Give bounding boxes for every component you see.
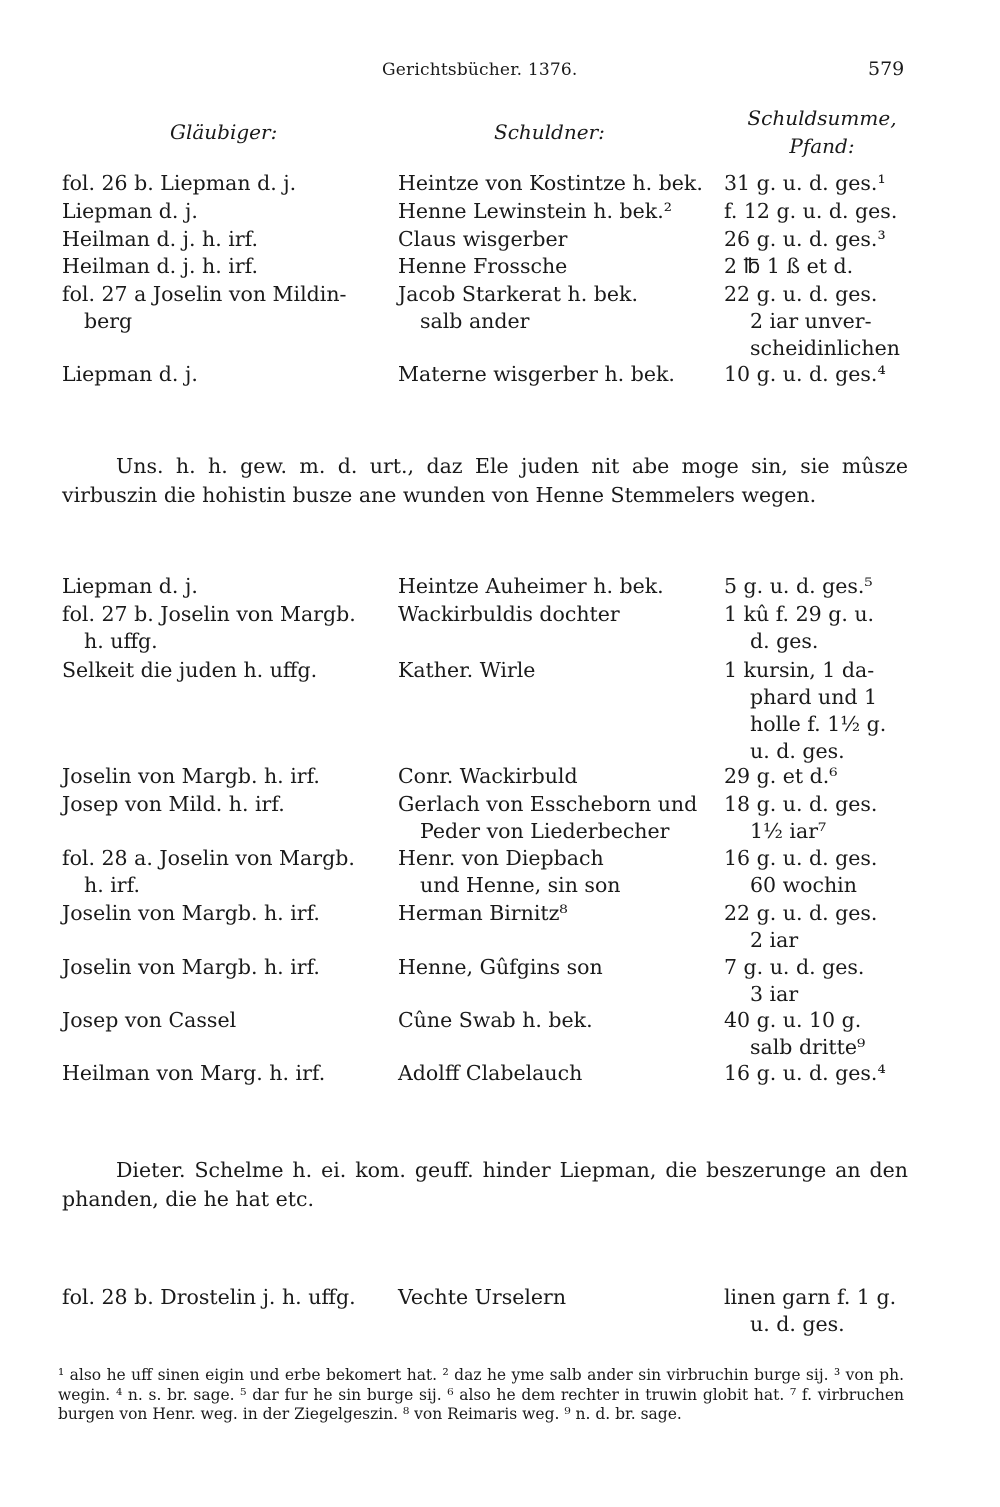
amount-line: 29 g. et d.⁶ (724, 764, 838, 788)
debtor-line: Gerlach von Esscheborn und (398, 792, 698, 816)
creditor-line: fol. 27 b. Joselin von Margb. (62, 602, 356, 626)
debtor-cell (398, 763, 714, 790)
debtor-cell (398, 170, 714, 197)
amount-line: 22 g. u. d. ges. (724, 282, 878, 306)
amount-line: 5 g. u. d. ges.⁵ (724, 574, 873, 598)
creditor-cell (62, 601, 388, 655)
debtor-cell (398, 601, 714, 628)
debtor-line: Henne, Gûfgins son (398, 955, 603, 979)
amount-line: 7 g. u. d. ges. (724, 955, 865, 979)
debtor-line: Henr. von Diepbach (398, 846, 604, 870)
debtor-cell (398, 845, 714, 899)
creditor-line: h. uffg. (84, 629, 158, 653)
amount-line: 10 g. u. d. ges.⁴ (724, 362, 886, 386)
amount-cell (724, 361, 912, 388)
amount-line: holle f. 1½ g. (750, 712, 887, 736)
creditor-cell (62, 845, 388, 899)
creditor-line: fol. 26 b. Liepman d. j. (62, 171, 297, 195)
creditor-cell (62, 763, 388, 790)
creditor-cell (62, 573, 388, 600)
amount-cell (724, 845, 912, 899)
column-header-creditor: Gläubiger: (170, 120, 278, 144)
debtor-cell (398, 573, 714, 600)
creditor-line: fol. 27 a Joselin von Mildin- (62, 282, 347, 306)
debtor-line: Jacob Starkerat h. bek. (398, 282, 638, 306)
debtor-cell (398, 1060, 714, 1087)
debtor-line: Conr. Wackirbuld (398, 764, 578, 788)
creditor-cell (62, 226, 388, 253)
creditor-line: Heilman d. j. h. irf. (62, 254, 259, 278)
creditor-line: berg (84, 309, 133, 333)
creditor-cell (62, 657, 388, 684)
debtor-line: Claus wisgerber (398, 227, 568, 251)
creditor-line: Joselin von Margb. h. irf. (62, 901, 320, 925)
creditor-cell (62, 791, 388, 818)
creditor-line: Josep von Cassel (62, 1008, 237, 1032)
running-title: Gerichtsbücher. 1376. (382, 60, 578, 80)
amount-line: phard und 1 (750, 685, 878, 709)
amount-cell (724, 1060, 912, 1087)
amount-line: 2 iar unver- (750, 309, 872, 333)
debtor-line: Henne Frossche (398, 254, 568, 278)
debtor-cell (398, 281, 714, 335)
amount-line: d. ges. (750, 629, 819, 653)
amount-line: 16 g. u. d. ges. (724, 846, 878, 870)
debtor-line: und Henne, sin son (420, 873, 621, 897)
amount-cell (724, 601, 912, 655)
creditor-line: Heilman von Marg. h. irf. (62, 1061, 326, 1085)
debtor-line: Cûne Swab h. bek. (398, 1008, 593, 1032)
creditor-cell (62, 170, 388, 197)
creditor-line: Heilman d. j. h. irf. (62, 227, 259, 251)
amount-cell (724, 573, 912, 600)
amount-cell (724, 1284, 912, 1338)
amount-line: 1½ iar⁷ (750, 819, 827, 843)
column-header-amount-line1: Schuldsumme, (747, 106, 897, 130)
debtor-line: Adolff Clabelauch (398, 1061, 583, 1085)
creditor-cell (62, 198, 388, 225)
creditor-line: h. irf. (84, 873, 140, 897)
amount-line: 2 ℔ 1 ß et d. (724, 254, 854, 278)
debtor-line: Heintze von Kostintze h. bek. (398, 171, 703, 195)
amount-line: 16 g. u. d. ges.⁴ (724, 1061, 886, 1085)
amount-cell (724, 954, 912, 1008)
amount-cell (724, 657, 912, 765)
amount-line: 18 g. u. d. ges. (724, 792, 878, 816)
debtor-line: salb ander (420, 309, 530, 333)
debtor-line: Heintze Auheimer h. bek. (398, 574, 664, 598)
creditor-line: Liepman d. j. (62, 574, 198, 598)
debtor-cell (398, 791, 714, 845)
amount-line: scheidinlichen (750, 336, 900, 360)
debtor-line: Peder von Liederbecher (420, 819, 670, 843)
debtor-line: Wackirbuldis dochter (398, 602, 620, 626)
creditor-cell (62, 361, 388, 388)
creditor-line: Selkeit die juden h. uffg. (62, 658, 318, 682)
amount-cell (724, 900, 912, 954)
creditor-cell (62, 900, 388, 927)
amount-cell (724, 198, 912, 225)
column-header-amount (730, 104, 914, 160)
debtor-cell (398, 198, 714, 225)
debtor-cell (398, 361, 714, 388)
amount-line: u. d. ges. (750, 1312, 845, 1336)
column-header-amount-line2: Pfand: (789, 134, 855, 158)
amount-cell (724, 170, 912, 197)
debtor-line: Vechte Urselern (398, 1285, 567, 1309)
amount-line: 26 g. u. d. ges.³ (724, 227, 886, 251)
footnote-text: ¹ also he uff sinen eigin und erbe bekomert hat. ² daz he yme salb ander sin virbruchin burge sij. ³ von ph. wegin. ⁴ n. s. br. sage. ⁵ dar fur he sin burge sij. ⁶ also he dem rechter in truwin globit hat. ⁷ f. virbruchen burgen von Henr. weg. in der Ziegelgeszin. ⁸ von Reimaris weg. ⁹ n. d. br. sage. (58, 1366, 904, 1423)
debtor-cell (398, 226, 714, 253)
creditor-cell (62, 253, 388, 280)
amount-cell (724, 281, 912, 362)
amount-cell (724, 791, 912, 845)
amount-line: 22 g. u. d. ges. (724, 901, 878, 925)
creditor-line: Josep von Mild. h. irf. (62, 792, 285, 816)
amount-line: 1 kursin, 1 da- (724, 658, 875, 682)
page-number: 579 (868, 58, 905, 80)
debtor-line: Materne wisgerber h. bek. (398, 362, 675, 386)
debtor-cell (398, 954, 714, 981)
amount-line: f. 12 g. u. d. ges. (724, 199, 898, 223)
amount-line: salb dritte⁹ (750, 1035, 866, 1059)
debtor-line: Henne Lewinstein h. bek.² (398, 199, 672, 223)
amount-line: 2 iar (750, 928, 799, 952)
amount-line: 1 kû f. 29 g. u. (724, 602, 875, 626)
creditor-line: Joselin von Margb. h. irf. (62, 955, 320, 979)
amount-line: 40 g. u. 10 g. (724, 1008, 862, 1032)
footnotes (58, 1366, 904, 1425)
amount-cell (724, 1007, 912, 1061)
court-note-2: Dieter. Schelme h. ei. kom. geuff. hinder Liepman, die beszerunge an den phanden, die he hat etc. (62, 1158, 908, 1211)
debtor-cell (398, 900, 714, 927)
creditor-line: fol. 28 b. Drostelin j. h. uffg. (62, 1285, 356, 1309)
creditor-line: Joselin von Margb. h. irf. (62, 764, 320, 788)
creditor-cell (62, 1284, 388, 1311)
amount-cell (724, 226, 912, 253)
creditor-cell (62, 954, 388, 981)
court-note-1: Uns. h. h. gew. m. d. urt., daz Ele juden nit abe moge sin, sie mûsze virbuszin die hohistin busze ane wunden von Henne Stemmelers wegen. (62, 454, 908, 507)
amount-line: linen garn f. 1 g. (724, 1285, 897, 1309)
amount-line: 31 g. u. d. ges.¹ (724, 171, 886, 195)
creditor-line: fol. 28 a. Joselin von Margb. (62, 846, 355, 870)
debtor-cell (398, 1007, 714, 1034)
running-head (0, 58, 1000, 86)
debtor-cell (398, 657, 714, 684)
debtor-line: Kather. Wirle (398, 658, 536, 682)
creditor-line: Liepman d. j. (62, 199, 198, 223)
amount-line: 60 wochin (750, 873, 857, 897)
debtor-line: Herman Birnitz⁸ (398, 901, 568, 925)
creditor-cell (62, 1007, 388, 1034)
creditor-cell (62, 1060, 388, 1087)
creditor-cell (62, 281, 388, 335)
column-header-debtor: Schuldner: (494, 120, 605, 144)
amount-line: 3 iar (750, 982, 799, 1006)
debtor-cell (398, 253, 714, 280)
amount-cell (724, 253, 912, 280)
creditor-line: Liepman d. j. (62, 362, 198, 386)
debtor-cell (398, 1284, 714, 1311)
amount-line: u. d. ges. (750, 739, 845, 763)
amount-cell (724, 763, 912, 790)
